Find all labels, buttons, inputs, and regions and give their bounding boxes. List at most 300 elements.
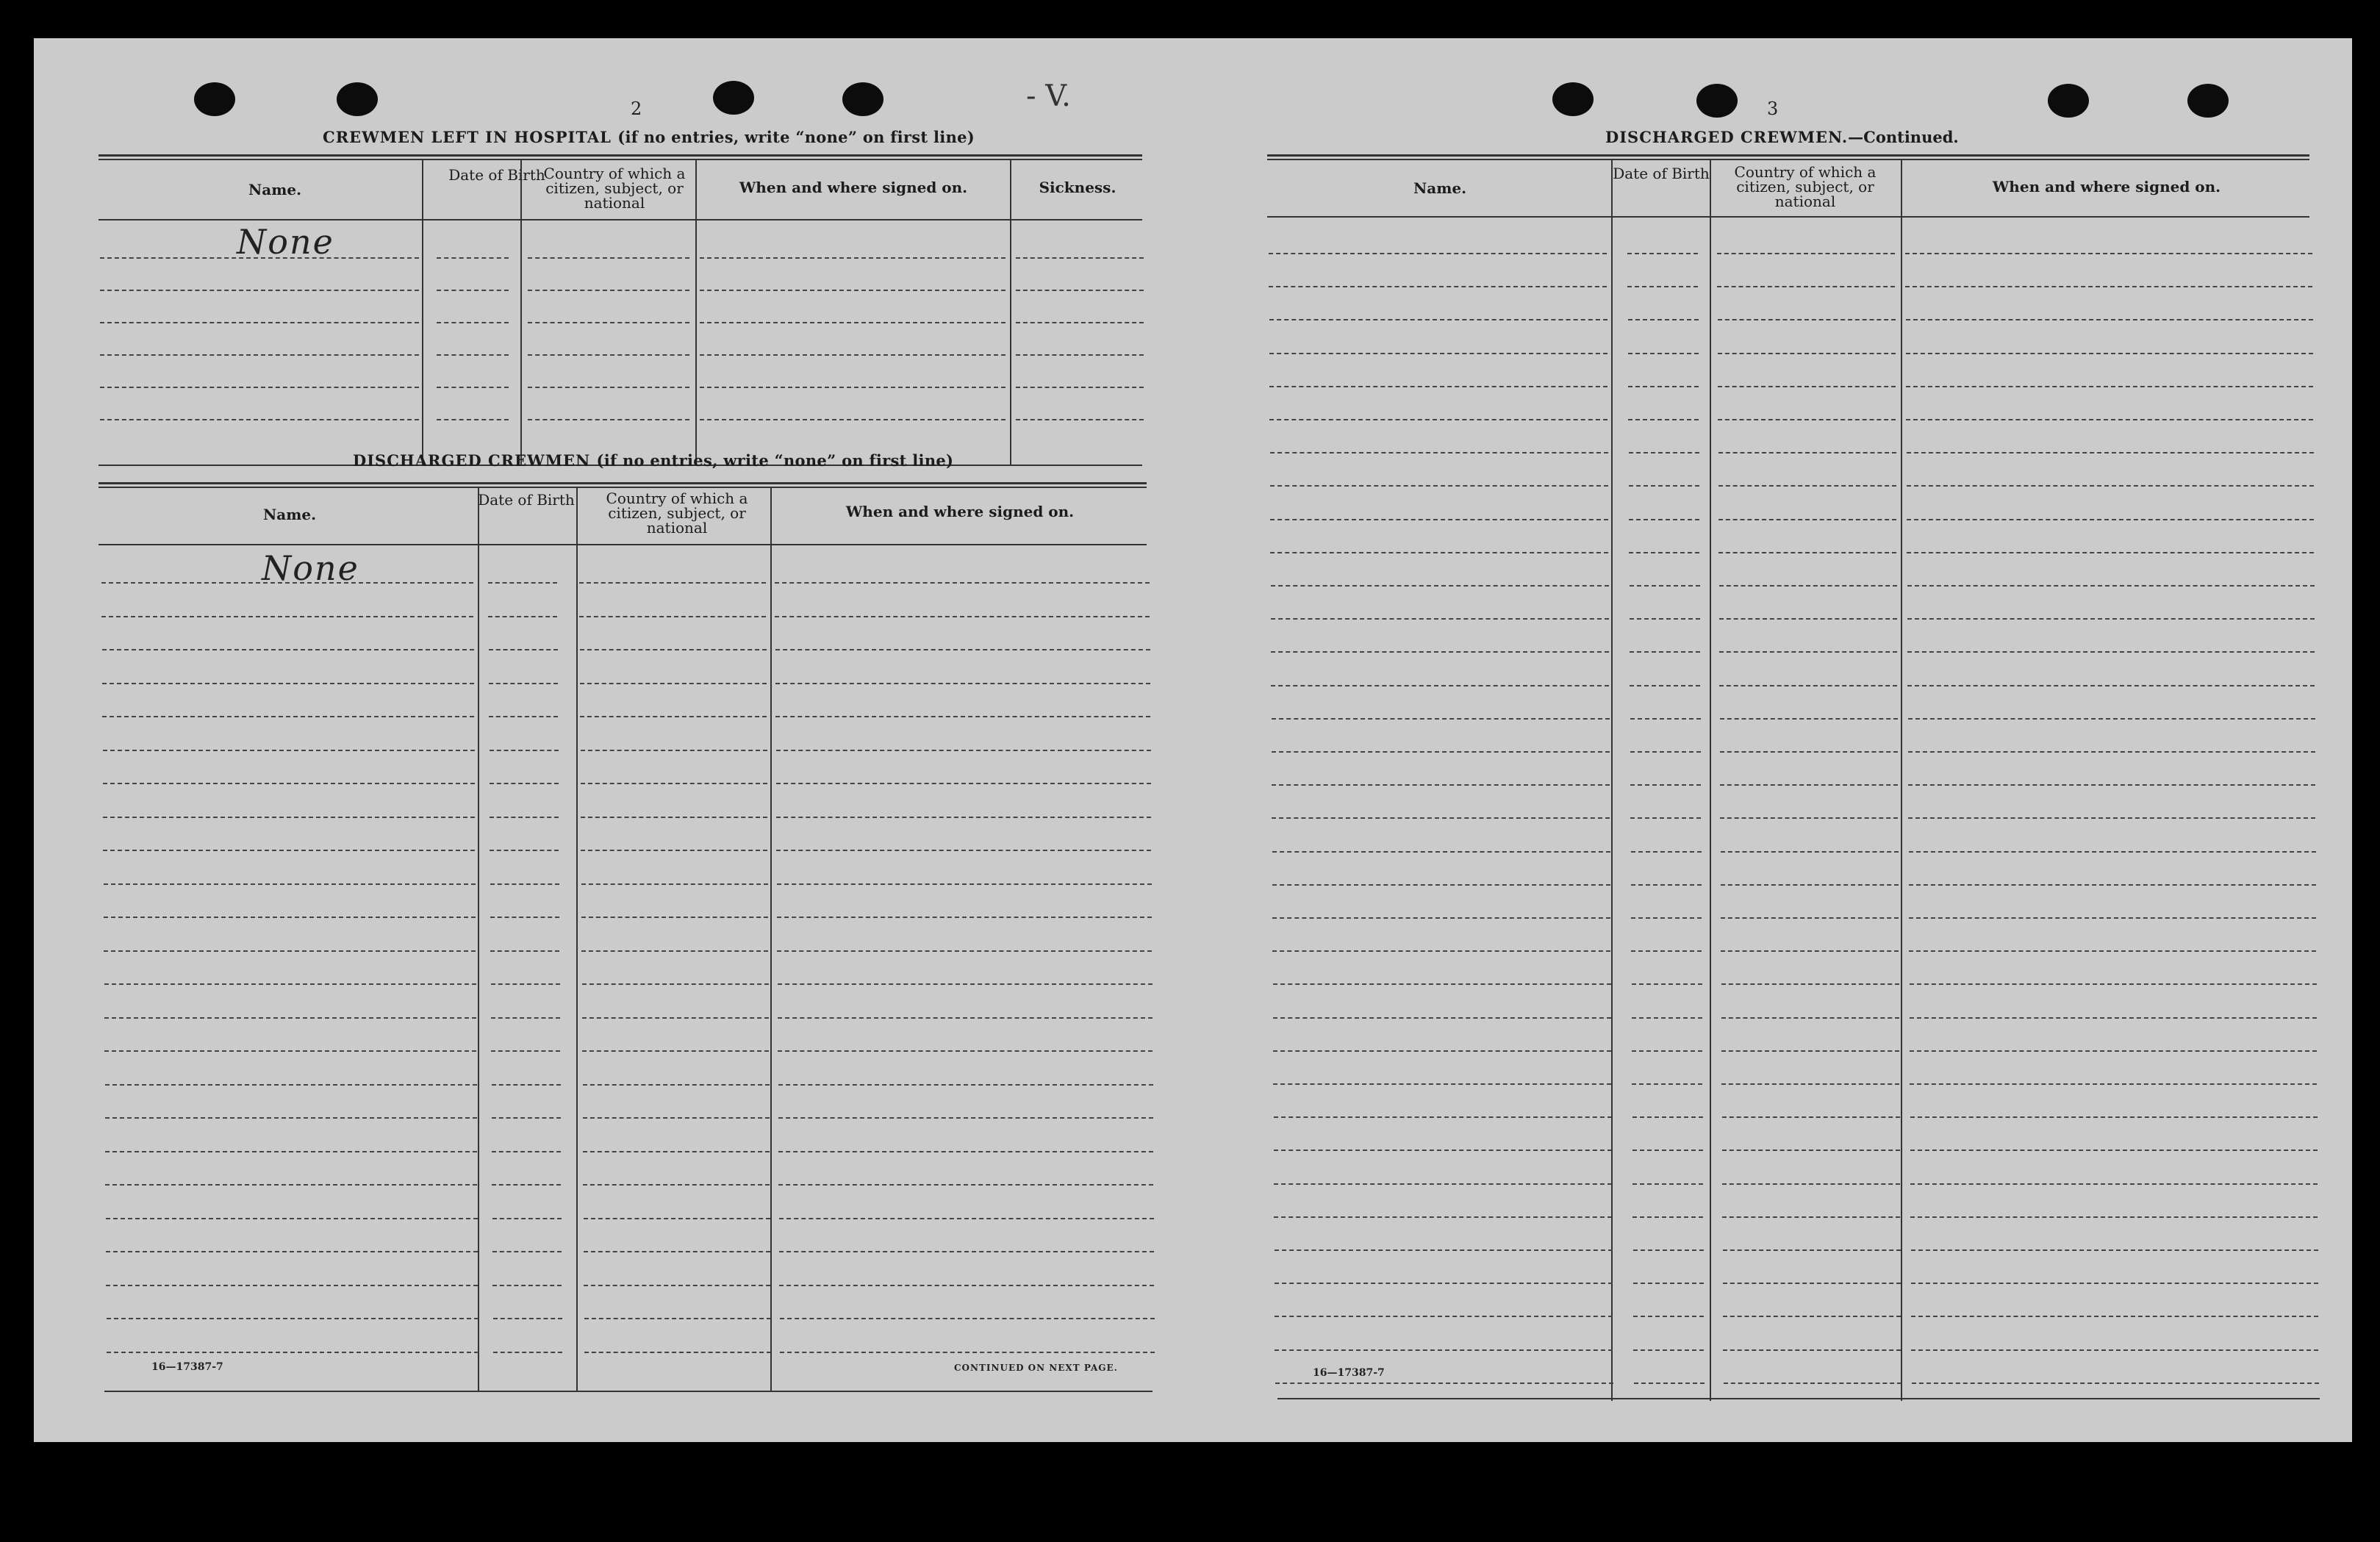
- entry-line: [106, 1251, 478, 1252]
- entry-line: [778, 1184, 1153, 1186]
- hospital-col-sickness: Sickness.: [1039, 179, 1116, 196]
- entry-line: [1632, 1050, 1702, 1052]
- continued-note: CONTINUED ON NEXT PAGE.: [954, 1363, 1118, 1373]
- entry-line: [579, 582, 766, 584]
- discharged-col-dob: Date of Birth: [478, 491, 575, 509]
- entry-line: [1721, 950, 1899, 952]
- entry-line: [581, 783, 767, 784]
- entry-line: [582, 983, 769, 985]
- entry-line: [1274, 1116, 1612, 1118]
- entry-line: [104, 950, 476, 952]
- entry-line: [100, 419, 419, 420]
- entry-line: [492, 1184, 561, 1186]
- entry-line: [1016, 290, 1144, 291]
- entry-line: [1721, 884, 1899, 886]
- entry-line: [1910, 983, 2317, 985]
- entry-line: [103, 817, 475, 818]
- entry-line: [1633, 1283, 1704, 1284]
- entry-line: [581, 917, 768, 918]
- entry-line: [1273, 1050, 1611, 1052]
- entry-line: [580, 716, 767, 717]
- entry-line: [103, 783, 475, 784]
- entry-line: [1632, 1083, 1702, 1085]
- entry-line: [1271, 685, 1609, 686]
- entry-line: [1630, 751, 1701, 753]
- entry-line: [581, 750, 767, 751]
- entry-line: [700, 322, 1006, 323]
- entry-line: [1717, 253, 1895, 254]
- punch-hole: [1696, 84, 1738, 118]
- entry-line: [1016, 387, 1144, 388]
- entry-line: [1724, 1383, 1902, 1384]
- hospital-col-signed-on: When and where signed on.: [739, 179, 968, 196]
- entry-line: [1906, 386, 2313, 387]
- entry-line: [1721, 851, 1899, 853]
- entry-line: [490, 850, 559, 851]
- entry-line: [490, 783, 559, 784]
- entry-line: [103, 850, 475, 851]
- entry-line: [1269, 353, 1607, 354]
- entry-line: [528, 290, 689, 291]
- right-col-signed-on: When and where signed on.: [1992, 178, 2221, 196]
- entry-line: [1907, 685, 2315, 686]
- right-header-rule: [1267, 216, 2309, 218]
- entry-line: [105, 1151, 477, 1152]
- entry-line: [778, 1151, 1153, 1152]
- punch-hole: [842, 82, 883, 116]
- entry-line: [1721, 1083, 1899, 1085]
- right-title-text: DISCHARGED CREWMEN.: [1605, 128, 1849, 146]
- entry-line: [1631, 917, 1702, 919]
- entry-line: [104, 983, 476, 985]
- entry-line: [581, 850, 767, 851]
- entry-line: [437, 419, 509, 420]
- hospital-section-title: [323, 128, 975, 146]
- entry-line: [1630, 784, 1701, 786]
- entry-line: [1906, 353, 2313, 354]
- entry-line: [777, 950, 1152, 952]
- entry-line: [584, 1352, 771, 1353]
- entry-line: [107, 1318, 478, 1319]
- entry-line: [489, 716, 558, 717]
- hospital-col-divider: [422, 160, 423, 466]
- punch-hole: [1552, 82, 1594, 116]
- entry-line: [1269, 386, 1607, 387]
- discharged-entry-handwritten: None: [262, 548, 359, 588]
- entry-line: [1720, 817, 1898, 819]
- entry-line: [1907, 585, 2315, 587]
- entry-line: [1719, 585, 1897, 587]
- entry-line: [103, 750, 475, 751]
- punch-hole: [194, 82, 235, 116]
- entry-line: [104, 1050, 476, 1052]
- entry-line: [490, 817, 559, 818]
- discharged-instruction: (if no entries, write “none” on first line): [596, 451, 954, 470]
- entry-line: [1272, 817, 1610, 819]
- entry-line: [1629, 519, 1699, 520]
- entry-line: [584, 1251, 770, 1252]
- entry-line: [1272, 917, 1610, 919]
- entry-line: [105, 1084, 477, 1086]
- entry-line: [1275, 1249, 1613, 1251]
- entry-line: [1270, 519, 1608, 520]
- entry-line: [1273, 983, 1611, 985]
- entry-line: [579, 616, 766, 617]
- entry-line: [584, 1218, 770, 1219]
- entry-line: [1633, 1316, 1704, 1317]
- entry-line: [488, 582, 557, 584]
- right-title-suffix: —Continued.: [1848, 128, 1959, 146]
- hospital-header-rule: [98, 219, 1142, 220]
- entry-line: [1630, 718, 1701, 720]
- entry-line: [1910, 1150, 2318, 1151]
- entry-line: [1270, 485, 1608, 487]
- entry-line: [1275, 1349, 1613, 1351]
- entry-line: [528, 419, 689, 420]
- entry-line: [582, 1050, 769, 1052]
- entry-line: [491, 1050, 560, 1052]
- entry-line: [584, 1285, 770, 1286]
- entry-line: [1631, 884, 1702, 886]
- entry-line: [1630, 618, 1700, 620]
- right-col-divider: [1710, 160, 1711, 1401]
- entry-line: [488, 616, 557, 617]
- hospital-instruction: (if no entries, write “none” on first line): [617, 128, 975, 146]
- hospital-title-text: CREWMEN LEFT IN HOSPITAL: [323, 128, 612, 146]
- entry-line: [700, 419, 1006, 420]
- entry-line: [779, 1251, 1154, 1252]
- entry-line: [583, 1117, 770, 1119]
- entry-line: [700, 257, 1006, 259]
- entry-line: [775, 582, 1150, 584]
- entry-line: [1272, 950, 1610, 952]
- punch-hole: [2048, 84, 2089, 118]
- entry-line: [490, 750, 559, 751]
- form-number-left: 16—17387-7: [151, 1361, 223, 1373]
- form-number-right: 16—17387-7: [1313, 1367, 1385, 1379]
- entry-line: [104, 883, 476, 885]
- entry-line: [1719, 618, 1897, 620]
- punch-hole: [713, 81, 754, 115]
- entry-line: [1628, 419, 1699, 420]
- entry-line: [1632, 1216, 1703, 1218]
- entry-line: [775, 616, 1150, 617]
- entry-line: [776, 817, 1151, 818]
- entry-line: [779, 1218, 1154, 1219]
- entry-line: [1630, 685, 1700, 686]
- entry-line: [437, 387, 509, 388]
- entry-line: [1910, 1017, 2317, 1019]
- entry-line: [1275, 1283, 1613, 1284]
- entry-line: [1272, 751, 1610, 753]
- entry-line: [1632, 983, 1702, 985]
- entry-line: [580, 649, 767, 650]
- punch-hole: [2187, 84, 2229, 118]
- entry-line: [1718, 419, 1896, 420]
- entry-line: [1723, 1316, 1901, 1317]
- entry-line: [105, 1184, 477, 1186]
- entry-line: [1912, 1383, 2319, 1384]
- entry-line: [1628, 353, 1699, 354]
- entry-line: [1909, 884, 2316, 886]
- entry-line: [492, 1117, 561, 1119]
- entry-line: [1718, 452, 1896, 453]
- entry-line: [104, 917, 476, 918]
- entry-line: [437, 354, 509, 356]
- entry-line: [580, 683, 767, 684]
- entry-line: [1719, 651, 1897, 653]
- hospital-col-dob: Date of Birth: [448, 166, 545, 184]
- entry-line: [1016, 322, 1144, 323]
- hospital-col-divider: [520, 160, 522, 466]
- entry-line: [1016, 354, 1144, 356]
- entry-line: [700, 354, 1006, 356]
- entry-line: [1630, 817, 1701, 819]
- entry-line: [1629, 452, 1699, 453]
- hospital-entry-handwritten: None: [237, 222, 334, 262]
- entry-line: [779, 1285, 1154, 1286]
- entry-line: [1628, 386, 1699, 387]
- entry-line: [1909, 917, 2316, 919]
- document-sheet: [34, 38, 2352, 1442]
- entry-line: [775, 649, 1150, 650]
- entry-line: [1911, 1316, 2318, 1317]
- entry-line: [1270, 552, 1608, 553]
- entry-line: [1628, 319, 1699, 320]
- entry-line: [1907, 519, 2314, 520]
- entry-line: [1717, 286, 1895, 287]
- entry-line: [1723, 1283, 1901, 1284]
- entry-line: [1274, 1216, 1612, 1218]
- entry-line: [1275, 1383, 1613, 1384]
- entry-line: [490, 883, 559, 885]
- entry-line: [1907, 552, 2314, 553]
- entry-line: [1722, 1216, 1900, 1218]
- hospital-top-rule: [98, 154, 1142, 157]
- discharged-col-divider: [770, 488, 772, 1392]
- entry-line: [1634, 1383, 1705, 1384]
- entry-line: [1633, 1249, 1704, 1251]
- entry-line: [700, 387, 1006, 388]
- entry-line: [1909, 950, 2316, 952]
- entry-line: [1718, 319, 1896, 320]
- entry-line: [437, 290, 509, 291]
- entry-line: [1627, 253, 1698, 254]
- entry-line: [100, 322, 419, 323]
- entry-line: [490, 917, 559, 918]
- page-number-left: 2: [631, 98, 642, 119]
- entry-line: [1271, 618, 1609, 620]
- right-col-divider: [1611, 160, 1613, 1401]
- discharged-col-country: Country of which a citizen, subject, or national: [606, 490, 748, 537]
- entry-line: [528, 354, 689, 356]
- entry-line: [778, 1050, 1153, 1052]
- entry-line: [1627, 286, 1698, 287]
- entry-line: [1910, 1183, 2318, 1185]
- entry-line: [1632, 1150, 1703, 1151]
- entry-line: [700, 290, 1006, 291]
- entry-line: [581, 950, 768, 952]
- entry-line: [1721, 1017, 1899, 1019]
- entry-line: [101, 616, 473, 617]
- entry-line: [490, 950, 559, 952]
- entry-line: [491, 1017, 560, 1019]
- entry-line: [104, 1017, 476, 1019]
- entry-line: [778, 983, 1153, 985]
- entry-line: [1274, 1183, 1612, 1185]
- entry-line: [1629, 485, 1699, 487]
- entry-line: [102, 716, 474, 717]
- entry-line: [1630, 585, 1700, 587]
- entry-line: [106, 1218, 478, 1219]
- entry-line: [1630, 651, 1700, 653]
- discharged-top-rule: [98, 482, 1147, 484]
- entry-line: [1911, 1249, 2318, 1251]
- entry-line: [1718, 353, 1896, 354]
- entry-line: [1272, 884, 1610, 886]
- discharged-section-title: [353, 451, 953, 470]
- entry-line: [491, 983, 560, 985]
- entry-line: [1908, 784, 2315, 786]
- margin-mark: - V.: [1026, 79, 1071, 113]
- entry-line: [1908, 718, 2315, 720]
- entry-line: [102, 683, 474, 684]
- right-bottom-rule: [1277, 1398, 2320, 1399]
- entry-line: [1906, 319, 2313, 320]
- entry-line: [1633, 1349, 1704, 1351]
- entry-line: [528, 387, 689, 388]
- entry-line: [778, 1017, 1153, 1019]
- discharged-title-text: DISCHARGED CREWMEN: [353, 451, 591, 470]
- entry-line: [583, 1184, 770, 1186]
- entry-line: [1016, 419, 1144, 420]
- entry-line: [777, 883, 1152, 885]
- entry-line: [1718, 552, 1896, 553]
- entry-line: [1722, 1150, 1900, 1151]
- entry-line: [1632, 1116, 1703, 1118]
- right-col-dob: Date of Birth: [1613, 165, 1710, 182]
- entry-line: [1272, 851, 1610, 853]
- page-number-right: 3: [1767, 98, 1779, 119]
- entry-line: [1718, 485, 1896, 487]
- entry-line: [1632, 1017, 1702, 1019]
- entry-line: [1721, 917, 1899, 919]
- entry-line: [1911, 1283, 2318, 1284]
- entry-line: [584, 1318, 771, 1319]
- right-col-name: Name.: [1413, 179, 1467, 197]
- entry-line: [100, 354, 419, 356]
- entry-line: [1632, 1183, 1703, 1185]
- entry-line: [583, 1084, 770, 1086]
- entry-line: [1631, 851, 1702, 853]
- entry-line: [1907, 452, 2314, 453]
- entry-line: [489, 683, 558, 684]
- entry-line: [492, 1285, 562, 1286]
- entry-line: [583, 1151, 770, 1152]
- entry-line: [106, 1285, 478, 1286]
- entry-line: [1016, 257, 1144, 259]
- hospital-col-country: Country of which a citizen, subject, or national: [543, 165, 686, 212]
- entry-line: [1905, 286, 2312, 287]
- entry-line: [780, 1318, 1155, 1319]
- entry-line: [492, 1084, 561, 1086]
- discharged-col-divider: [576, 488, 578, 1392]
- entry-line: [1269, 419, 1607, 420]
- right-col-country: Country of which a citizen, subject, or national: [1734, 163, 1877, 210]
- entry-line: [1269, 319, 1607, 320]
- entry-line: [1631, 950, 1702, 952]
- discharged-bottom-rule: [104, 1391, 1153, 1392]
- entry-line: [776, 783, 1151, 784]
- hospital-col-divider: [1010, 160, 1011, 466]
- entry-line: [1272, 784, 1610, 786]
- entry-line: [492, 1251, 562, 1252]
- entry-line: [100, 290, 419, 291]
- entry-line: [100, 387, 419, 388]
- entry-line: [1272, 718, 1610, 720]
- entry-line: [1722, 1116, 1900, 1118]
- entry-line: [493, 1318, 562, 1319]
- entry-line: [1910, 1116, 2318, 1118]
- discharged-col-divider: [478, 488, 479, 1392]
- entry-line: [1910, 1050, 2317, 1052]
- entry-line: [1720, 784, 1898, 786]
- entry-line: [1274, 1150, 1612, 1151]
- entry-line: [1906, 419, 2313, 420]
- entry-line: [1719, 685, 1897, 686]
- entry-line: [1911, 1349, 2318, 1351]
- entry-line: [1271, 651, 1609, 653]
- entry-line: [776, 750, 1151, 751]
- right-top-rule: [1267, 154, 2309, 157]
- entry-line: [1275, 1316, 1613, 1317]
- right-col-divider: [1901, 160, 1902, 1401]
- entry-line: [1722, 1183, 1900, 1185]
- punch-hole: [337, 82, 378, 116]
- entry-line: [1720, 718, 1898, 720]
- entry-line: [1907, 651, 2315, 653]
- entry-line: [1905, 253, 2312, 254]
- entry-line: [492, 1151, 561, 1152]
- entry-line: [1718, 519, 1896, 520]
- entry-line: [1908, 751, 2315, 753]
- entry-line: [1273, 1017, 1611, 1019]
- hospital-col-name: Name.: [248, 181, 302, 198]
- entry-line: [1271, 585, 1609, 587]
- entry-line: [1721, 1050, 1899, 1052]
- entry-line: [1910, 1083, 2317, 1085]
- entry-line: [778, 1084, 1153, 1086]
- entry-line: [493, 1352, 562, 1353]
- hospital-col-divider: [695, 160, 697, 466]
- entry-line: [775, 683, 1150, 684]
- entry-line: [581, 883, 768, 885]
- entry-line: [582, 1017, 769, 1019]
- entry-line: [437, 322, 509, 323]
- entry-line: [775, 716, 1150, 717]
- entry-line: [1907, 618, 2315, 620]
- entry-line: [780, 1352, 1155, 1353]
- entry-line: [105, 1117, 477, 1119]
- entry-line: [528, 322, 689, 323]
- entry-line: [1910, 1216, 2318, 1218]
- entry-line: [1723, 1349, 1901, 1351]
- entry-line: [1629, 552, 1699, 553]
- entry-line: [776, 850, 1151, 851]
- discharged-header-rule: [98, 544, 1147, 545]
- entry-line: [1723, 1249, 1901, 1251]
- entry-line: [1908, 817, 2315, 819]
